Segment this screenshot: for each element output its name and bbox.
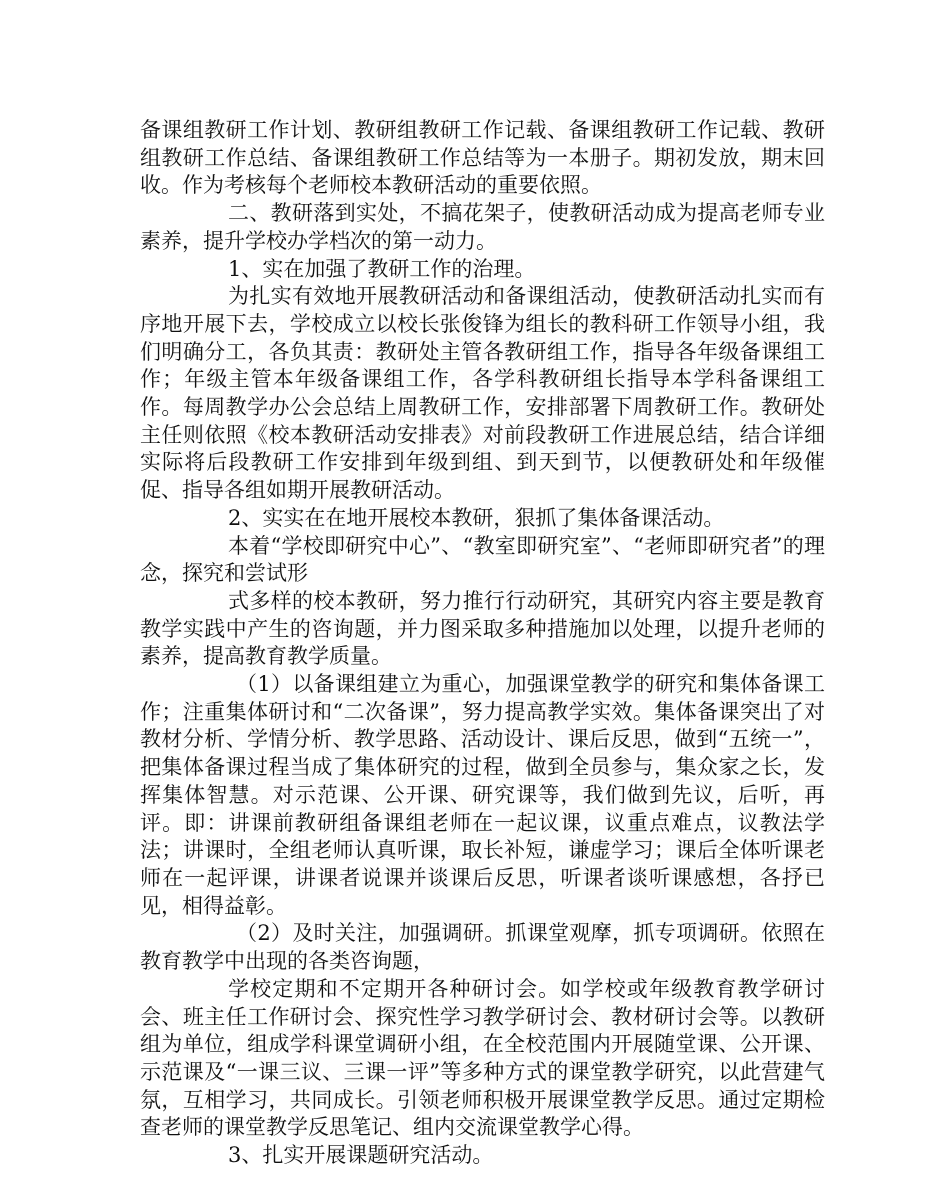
- paragraph-philosophy: 本着“学校即研究中心”、“教室即研究室”、“老师即研究者”的理念，探究和尝试形: [140, 533, 825, 586]
- paragraph-item-one-heading: 1、实在加强了教研工作的治理。: [228, 256, 536, 281]
- paragraph-item-three-heading: 3、扎实开展课题研究活动。: [228, 1143, 494, 1168]
- paragraph-materials: 备课组教研工作计划、教研组教研工作记载、备课组教研工作记载、教研组教研工作总结、备课组教研工作总结等为一本册子。期初发放，期末回收。作为考核每个老师校本教研活动的重要依照。: [140, 118, 825, 198]
- paragraph-timely-attention: （2）及时关注，加强调研。抓课堂观摩，抓专项调研。依照在教育教学中出现的各类咨询题，: [140, 921, 825, 974]
- paragraph-section-two-heading: 二、教研落到实处，不搞花架子，使教研活动成为提高老师专业素养，提升学校办学档次的第一动力。: [140, 201, 825, 253]
- paragraph-collective-lesson-prep: （1）以备课组建立为重心，加强课堂教学的研究和集体备课工作；注重集体研讨和“二次备课”，努力提高教学实效。集体备课突出了对教材分析、学情分析、教学思路、活动设计、课后反思，做到“五统一”，把集体备课过程当成了集体研究的过程，做到全员参与，集众家之长，发挥集体智慧。对示范课、公开课、研究课等，我们做到先议，后听，再评。即：讲课前教研组备课组老师在一起议课，议重点难点，议教法学法；讲课时，全组老师认真听课，取长补短，谦虚学习；课后全体听课老师在一起评课，讲课者说课并谈课后反思，听课者谈听课感想，各抒已见，相得益彰。: [140, 672, 825, 918]
- paragraph-seminars: 学校定期和不定期开各种研讨会。如学校或年级教育教学研讨会、班主任工作研讨会、探究性学习教学研讨会、教材研讨会等。以教研组为单位，组成学科课堂调研小组，在全校范围内开展随堂课、公开课、示范课及“一课三议、三课一评”等多种方式的课堂教学研究，以此营建气氛，互相学习，共同成长。引领老师积极开展课堂教学反思。通过定期检查老师的课堂教学反思笔记、组内交流课堂教学心得。: [140, 976, 825, 1140]
- paragraph-research-forms: 式多样的校本教研，努力推行行动研究，其研究内容主要是教育教学实践中产生的咨询题，并力图采取多种措施加以处理，以提升老师的素养，提高教育教学质量。: [140, 588, 825, 669]
- paragraph-item-two-heading: 2、实实在在地开展校本教研，狠抓了集体备课活动。: [228, 505, 725, 530]
- document-body: [140, 117, 825, 1170]
- paragraph-management: 为扎实有效地开展教研活动和备课组活动，使教研活动扎实而有序地开展下去，学校成立以校长张俊锋为组长的教科研工作领导小组，我们明确分工，各负其责：教研处主管各教研组工作，指导各年级备课组工作；年级主管本年级备课组工作，各学科教研组长指导本学科备课组工作。每周教学办公会总结上周教研工作，安排部署下周教研工作。教研处主任则依照《校本教研活动安排表》对前段教研工作进展总结，结合详细实际将后段教研工作安排到年级到组、到天到节，以便教研处和年级催促、指导各组如期开展教研活动。: [140, 284, 825, 503]
